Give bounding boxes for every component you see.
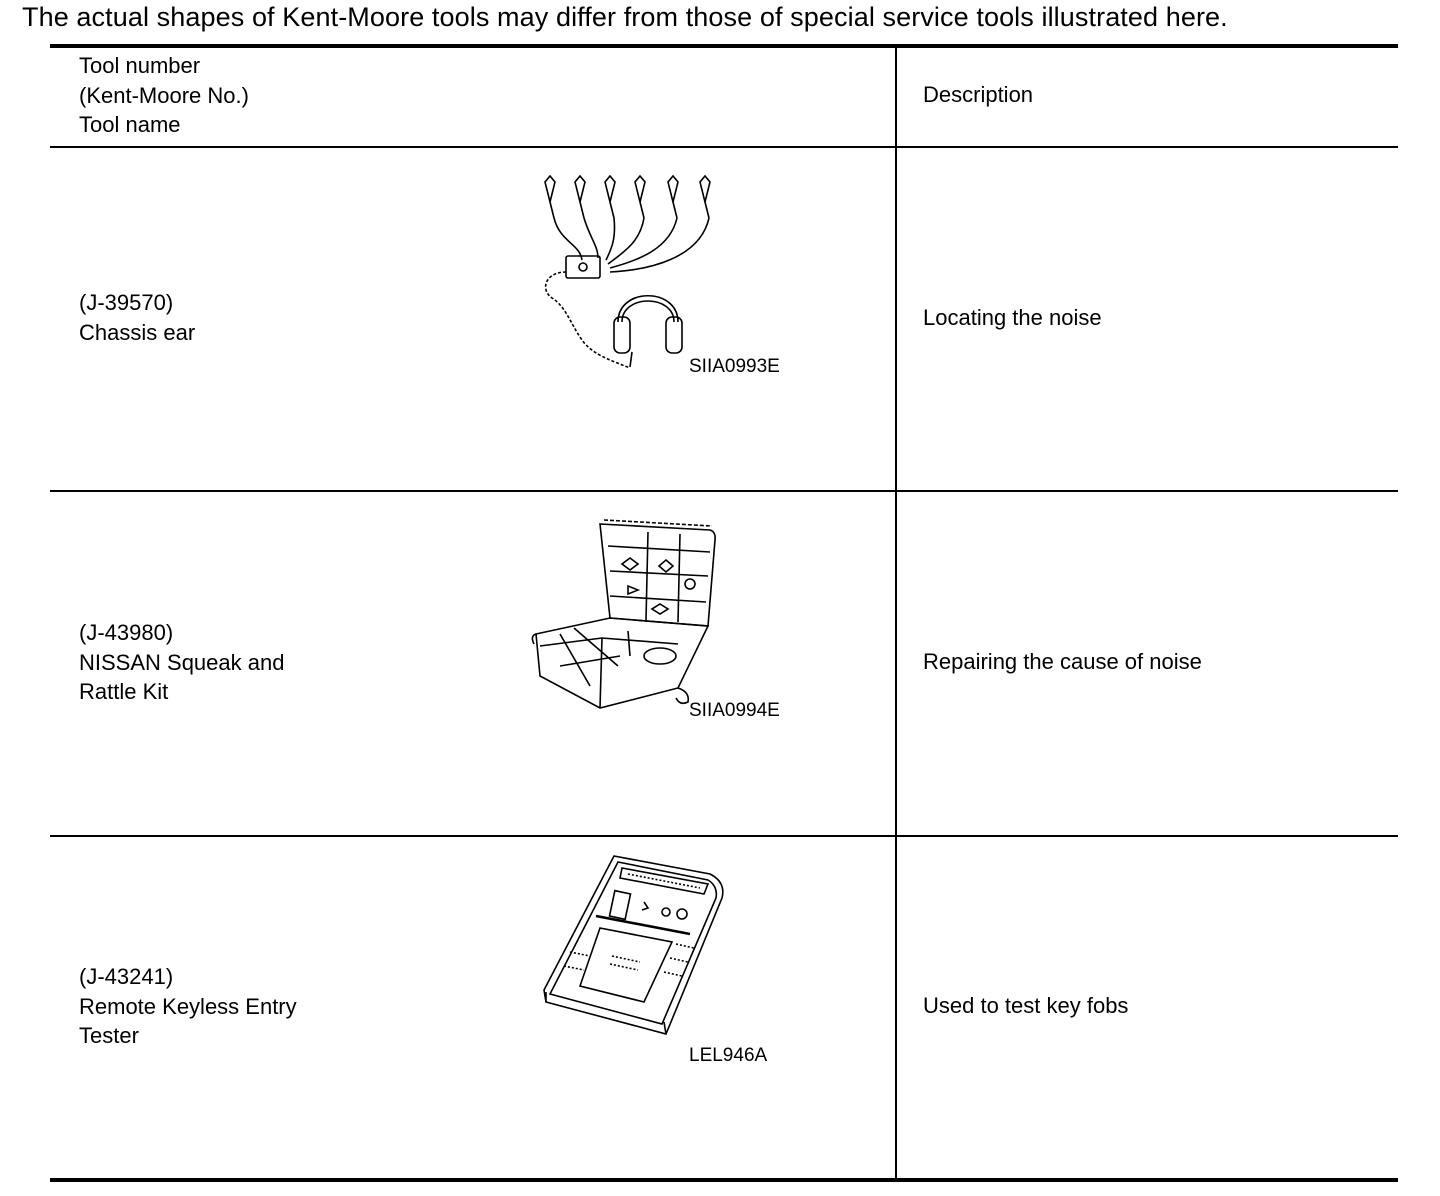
header-tool-column bbox=[79, 51, 249, 140]
row-1-image-label: SIIA0993E bbox=[689, 356, 780, 377]
row-divider bbox=[50, 490, 1398, 492]
row-3-number: (J-43241) bbox=[79, 964, 174, 989]
row-1-tool bbox=[79, 288, 195, 347]
row-3-description: Used to test key fobs bbox=[923, 993, 1129, 1018]
row-2-description: Repairing the cause of noise bbox=[923, 649, 1202, 674]
row-2-image-label: SIIA0994E bbox=[689, 700, 780, 721]
row-2-number: (J-43980) bbox=[79, 620, 174, 645]
chassis-ear-headphones-clips-icon bbox=[540, 172, 730, 382]
header-divider bbox=[50, 146, 1398, 148]
header-kent-moore-no: (Kent-Moore No.) bbox=[79, 82, 249, 108]
squeak-rattle-kit-case-icon bbox=[530, 516, 730, 721]
row-2-name-line-2: Rattle Kit bbox=[79, 679, 169, 704]
column-divider bbox=[895, 45, 897, 1180]
header-tool-number: Tool number bbox=[79, 53, 201, 78]
table-top-rule bbox=[50, 44, 1398, 48]
row-1-description: Locating the noise bbox=[923, 305, 1102, 330]
row-1-name: Chassis ear bbox=[79, 319, 196, 345]
row-3-tool bbox=[79, 962, 297, 1051]
header-description: Description bbox=[923, 82, 1034, 107]
page-heading: The actual shapes of Kent-Moore tools may differ from those of special service tools illustrated here. bbox=[22, 2, 1228, 32]
keyless-entry-tester-icon bbox=[540, 852, 735, 1047]
row-3-name-line-1: Remote Keyless Entry bbox=[79, 993, 297, 1019]
row-3-image-label: LEL946A bbox=[689, 1045, 768, 1066]
table-bottom-rule bbox=[50, 1178, 1398, 1182]
row-3-name-line-2: Tester bbox=[79, 1023, 139, 1048]
row-divider bbox=[50, 835, 1398, 837]
row-1-number: (J-39570) bbox=[79, 290, 174, 315]
header-tool-name: Tool name bbox=[79, 112, 181, 137]
row-2-name-line-1: NISSAN Squeak and bbox=[79, 649, 285, 675]
row-2-tool bbox=[79, 618, 284, 707]
